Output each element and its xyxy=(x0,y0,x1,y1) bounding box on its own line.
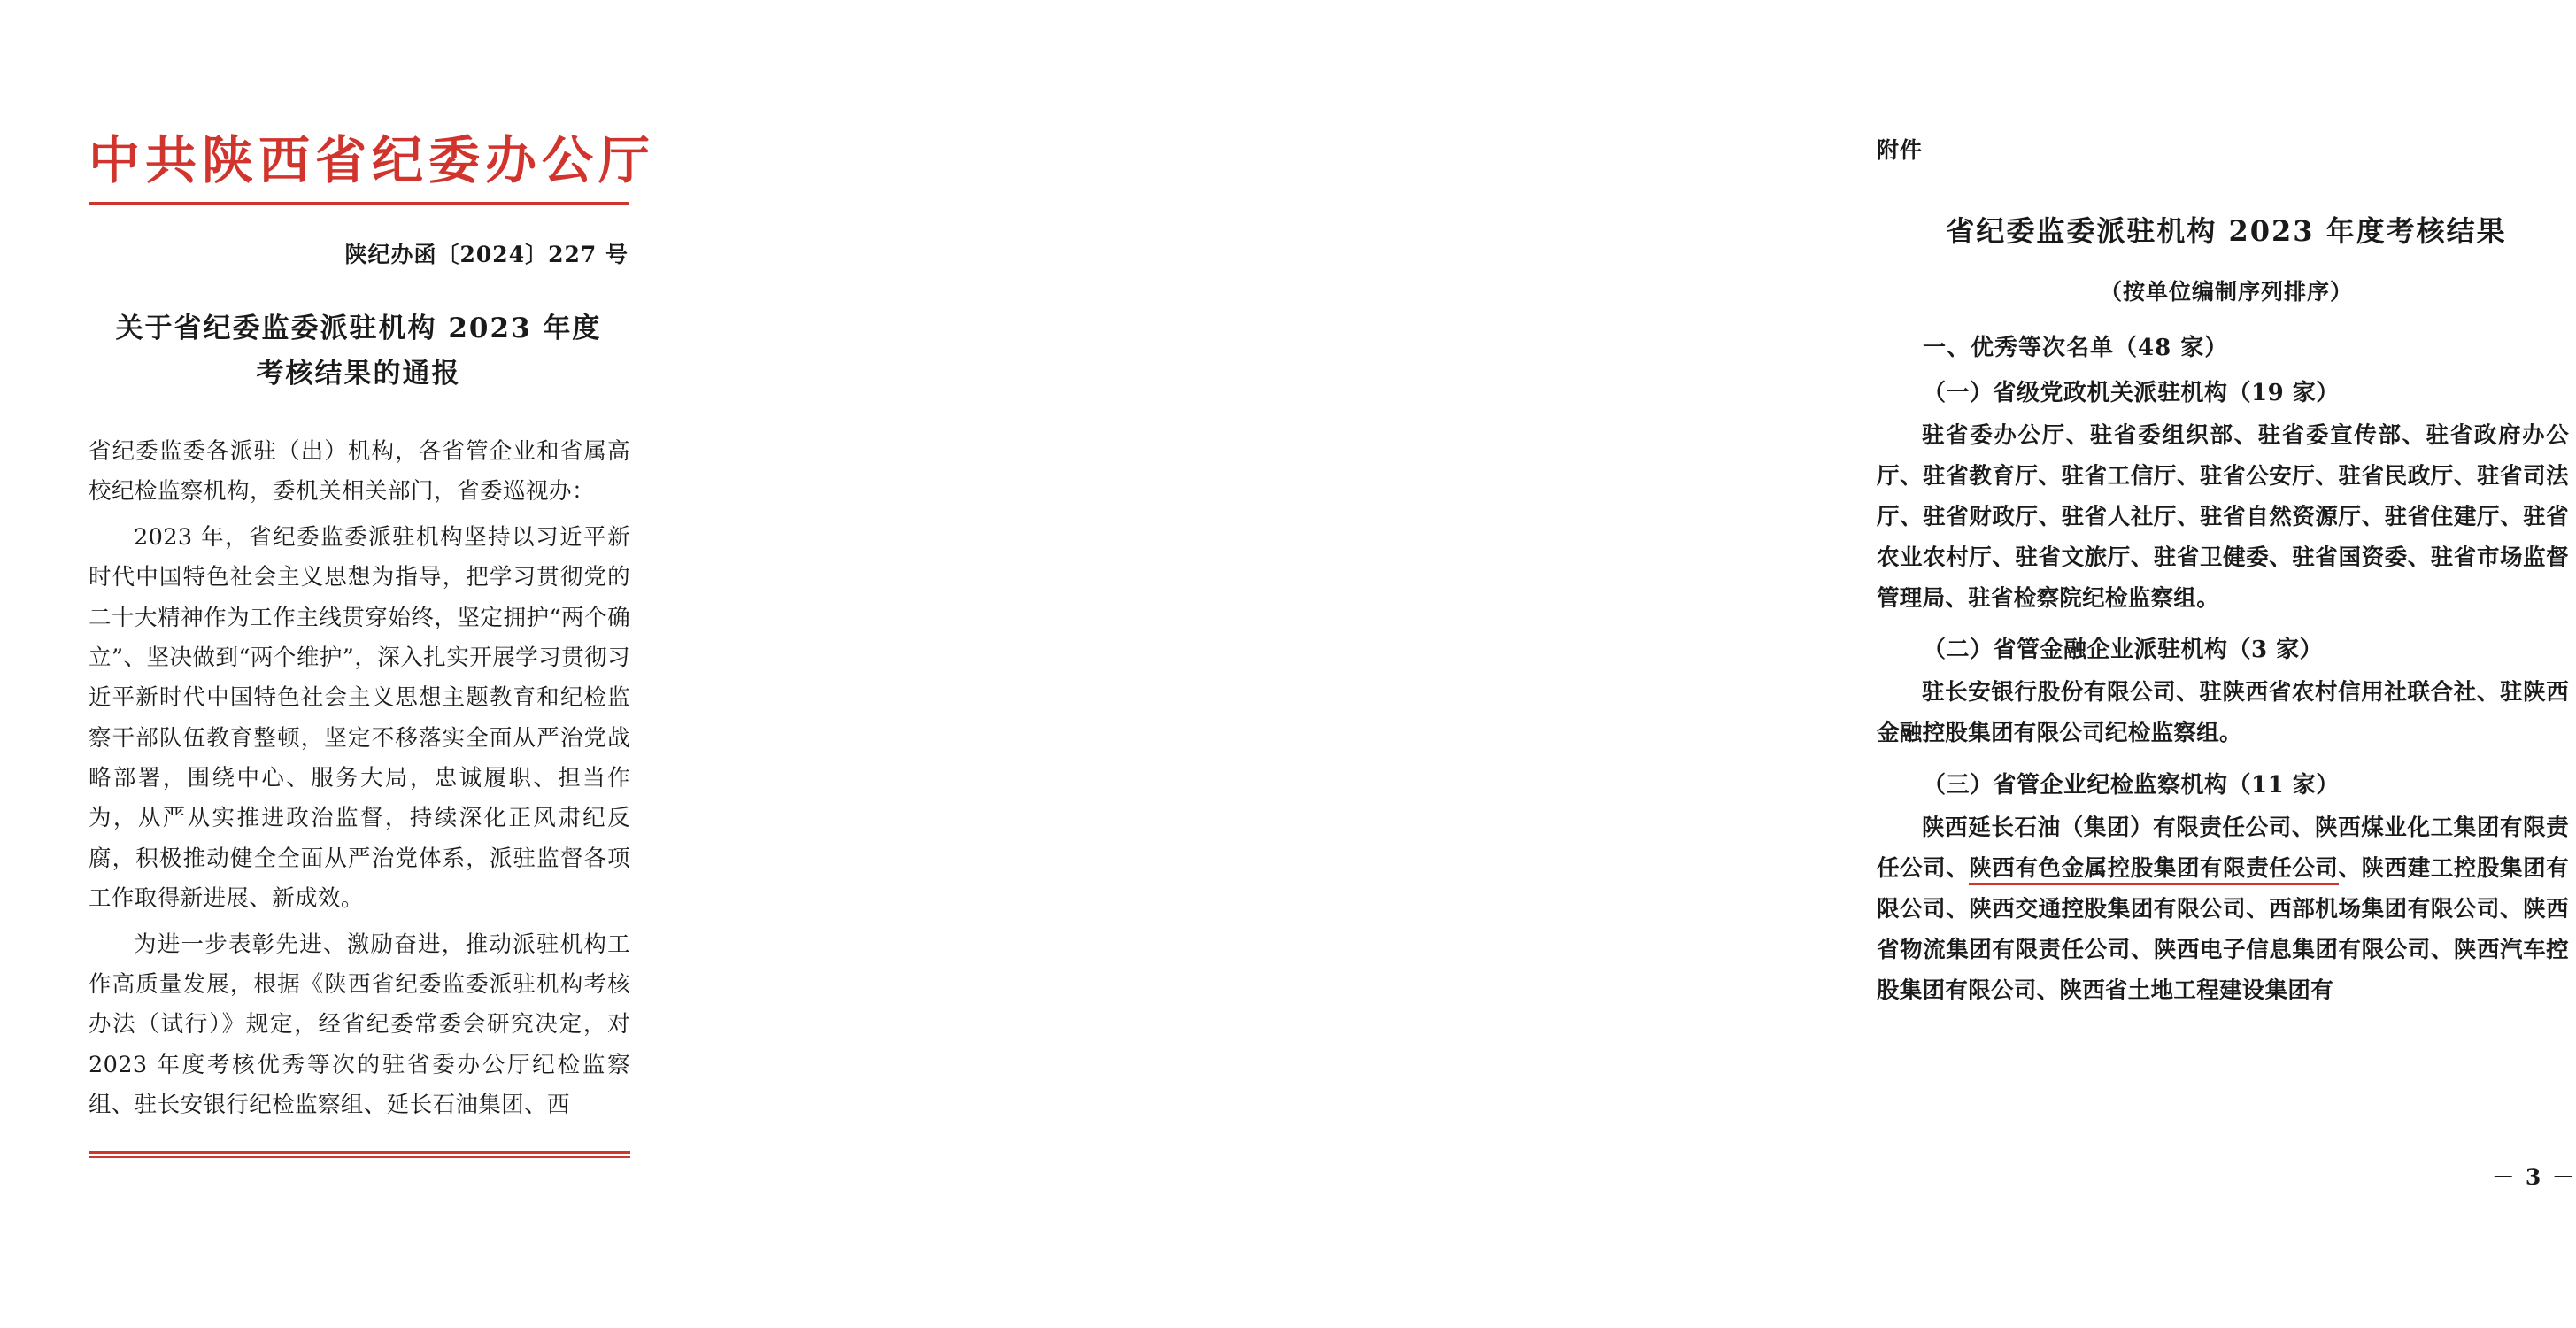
body-paragraph-1: 2023 年，省纪委监委派驻机构坚持以习近平新时代中国特色社会主义思想为指导，把学习贯彻党的二十大精神作为工作主线贯穿始终，坚定拥护“两个确立”、坚决做到“两个维护”，深入扎实开展学习贯彻习近平新时代中国特色社会主义思想主题教育和纪检监察干部队伍教育整顿，坚定不移落实全面从严治党战略部署，围绕中心、服务大局，忠诚履职、担当作为，从严从实推进政治监督，持续深化正风肃纪反腐，积极推动健全全面从严治党体系，派驻监督各项工作取得新进展、新成效。 xyxy=(89,523,630,913)
group-heading-1: （一）省级党政机关派驻机构（19 家） xyxy=(1923,380,2340,406)
attachment-title: 省纪委监委派驻机构 2023 年度考核结果 xyxy=(1946,214,2507,248)
document-number: 陕纪办函〔2024〕227 号 xyxy=(344,241,629,267)
page-number: － 3 － xyxy=(2492,1164,2576,1190)
document-title-line-1: 关于省纪委监委派驻机构 2023 年度 xyxy=(115,312,602,344)
group-body-1: 驻省委办公厅、驻省委组织部、驻省委宣传部、驻省政府办公厅、驻省教育厅、驻省工信厅、驻省公安厅、驻省民政厅、驻省司法厅、驻省财政厅、驻省人社厅、驻省自然资源厅、驻省住建厅、驻省农业农村厅、驻省文旅厅、驻省卫健委、驻省国资委、驻省市场监督管理局、驻省检察院纪检监察组。 xyxy=(1877,422,2569,612)
section-heading-excellent-list: 一、优秀等次名单（48 家） xyxy=(1923,335,2229,361)
letterhead-divider xyxy=(89,202,629,205)
highlighted-company-name: 陕西有色金属控股集团有限责任公司 xyxy=(1969,855,2338,885)
attachment-label: 附件 xyxy=(1877,137,1924,163)
attachment-subtitle: （按单位编制序列排序） xyxy=(2099,279,2353,305)
group-body-3-part-after: 、陕西建工控股集团有限公司、陕西交通控股集团有限公司、西部机场集团有限公司、陕西省物流集团有限责任公司、陕西电子信息集团有限公司、陕西汽车控股集团有限公司、陕西省土地工程建设集团有 xyxy=(1877,855,2569,1004)
group-heading-3: （三）省管企业纪检监察机构（11 家） xyxy=(1923,772,2340,799)
letterhead-title: 中共陕西省纪委办公厅 xyxy=(89,130,656,190)
document-title-line-2: 考核结果的通报 xyxy=(256,357,461,390)
body-paragraph-2: 为进一步表彰先进、激励奋进，推动派驻机构工作高质量发展，根据《陕西省纪委监委派驻机构考核办法（试行）》规定，经省纪委常委会研究决定，对 2023 年度考核优秀等次的驻省委办公厅纪检监察组、驻长安银行纪检监察组、延长石油集团、西 xyxy=(89,930,630,1119)
document-title xyxy=(89,306,629,397)
right-page-content xyxy=(1877,133,2576,1012)
left-page-content xyxy=(89,130,797,1125)
right-page xyxy=(885,0,2576,1328)
footer-divider xyxy=(89,1151,630,1154)
addressee-text: 省纪委监委各派驻（出）机构，各省管企业和省属高校纪检监察机构，委机关相关部门，省委巡视办： xyxy=(89,438,630,506)
group-body-2: 驻长安银行股份有限公司、驻陕西省农村信用社联合社、驻陕西金融控股集团有限公司纪检监察组。 xyxy=(1877,679,2569,747)
group-body-3 xyxy=(1877,808,2569,1011)
group-body-3-part-before: 陕西延长石油（集团）有限责任公司、陕西煤业化工集团有限责任公司、 xyxy=(1877,815,2569,883)
left-page xyxy=(0,0,885,1328)
group-heading-2: （二）省管金融企业派驻机构（3 家） xyxy=(1923,637,2324,664)
